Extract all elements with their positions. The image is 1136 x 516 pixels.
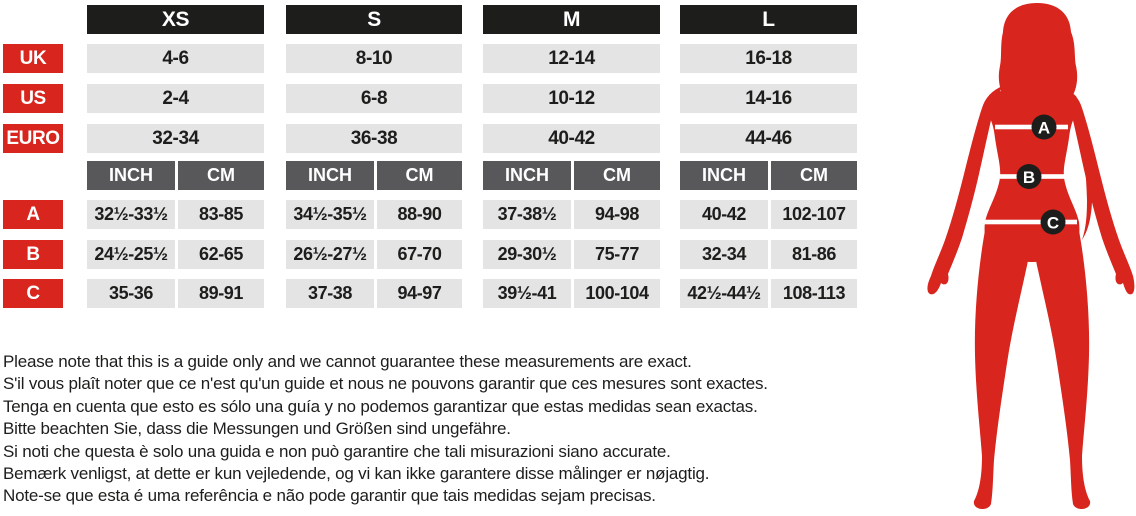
a-cm-s: 88-90 (377, 200, 462, 229)
uk-value-xs: 4-6 (87, 44, 264, 73)
b-inch-m: 29-30½ (483, 240, 571, 269)
row-a-label: A (3, 200, 63, 229)
euro-value-l: 44-46 (680, 124, 857, 153)
measurement-figure (900, 0, 1136, 516)
b-cm-xs: 62-65 (178, 240, 264, 269)
disclaimer-text-block (3, 351, 883, 508)
us-value-s: 6-8 (286, 84, 462, 113)
disclaimer-da: Bemærk venligst, at dette er kun vejledende, og vi kan ikke garantere disse målinger er nøjagtig. (3, 464, 710, 484)
unit-header-cm-m: CM (574, 161, 660, 190)
euro-value-s: 36-38 (286, 124, 462, 153)
euro-value-xs: 32-34 (87, 124, 264, 153)
marker-c-label: C (1046, 213, 1060, 233)
marker-a-label: A (1037, 118, 1051, 138)
b-cm-m: 75-77 (574, 240, 660, 269)
size-chart-table (0, 0, 860, 320)
c-inch-s: 37-38 (286, 279, 374, 308)
c-cm-m: 100-104 (574, 279, 660, 308)
euro-row-label: EURO (3, 124, 63, 153)
c-inch-m: 39½-41 (483, 279, 571, 308)
disclaimer-en: Please note that this is a guide only and we cannot guarantee these measurements are exact. (3, 352, 692, 371)
us-row-label: US (3, 84, 63, 113)
uk-value-s: 8-10 (286, 44, 462, 73)
unit-header-inch-xs: INCH (87, 161, 175, 190)
row-b-label: B (3, 240, 63, 269)
uk-row-label: UK (3, 44, 63, 73)
b-inch-s: 26½-27½ (286, 240, 374, 269)
unit-header-cm-l: CM (771, 161, 857, 190)
disclaimer-pt: Note-se que esta é uma referência e não pode garantir que tais medidas sejam precisas. (3, 486, 656, 506)
disclaimer-fr: S'il vous plaît noter que ce n'est qu'un guide et nous ne pouvons garantir que ces mesures sont exactes. (3, 374, 768, 394)
disclaimer-it: Si noti che questa è solo una guida e non può garantire che tali misurazioni siano accurate. (3, 441, 671, 461)
c-cm-l: 108-113 (771, 279, 857, 308)
a-inch-l: 40-42 (680, 200, 768, 229)
b-inch-l: 32-34 (680, 240, 768, 269)
unit-header-cm-s: CM (377, 161, 462, 190)
us-value-xs: 2-4 (87, 84, 264, 113)
c-inch-xs: 35-36 (87, 279, 175, 308)
disclaimer-de: Bitte beachten Sie, dass die Messungen und Größen sind ungefähre. (3, 419, 511, 439)
marker-b-label: B (1022, 168, 1036, 187)
size-header-m: M (483, 5, 660, 34)
a-cm-m: 94-98 (574, 200, 660, 229)
figure-left-leg (974, 225, 1030, 509)
us-value-l: 14-16 (680, 84, 857, 113)
size-header-l: L (680, 5, 857, 34)
b-inch-xs: 24½-25½ (87, 240, 175, 269)
a-cm-l: 102-107 (771, 200, 857, 229)
uk-value-m: 12-14 (483, 44, 660, 73)
row-c-label: C (3, 279, 63, 308)
figure-right-leg (1034, 225, 1090, 509)
euro-value-m: 40-42 (483, 124, 660, 153)
unit-header-inch-m: INCH (483, 161, 571, 190)
disclaimer-es: Tenga en cuenta que esto es sólo una guía y no podemos garantizar que estas medidas sean exactas. (3, 396, 758, 416)
a-inch-xs: 32½-33½ (87, 200, 175, 229)
c-cm-xs: 89-91 (178, 279, 264, 308)
a-inch-m: 37-38½ (483, 200, 571, 229)
b-cm-s: 67-70 (377, 240, 462, 269)
unit-header-cm-xs: CM (178, 161, 264, 190)
size-header-s: S (286, 5, 462, 34)
unit-header-inch-s: INCH (286, 161, 374, 190)
female-silhouette-graphic (900, 0, 1136, 516)
us-value-m: 10-12 (483, 84, 660, 113)
a-cm-xs: 83-85 (178, 200, 264, 229)
unit-header-inch-l: INCH (680, 161, 768, 190)
uk-value-l: 16-18 (680, 44, 857, 73)
c-cm-s: 94-97 (377, 279, 462, 308)
size-header-xs: XS (87, 5, 264, 34)
a-inch-s: 34½-35½ (286, 200, 374, 229)
b-cm-l: 81-86 (771, 240, 857, 269)
c-inch-l: 42½-44½ (680, 279, 768, 308)
